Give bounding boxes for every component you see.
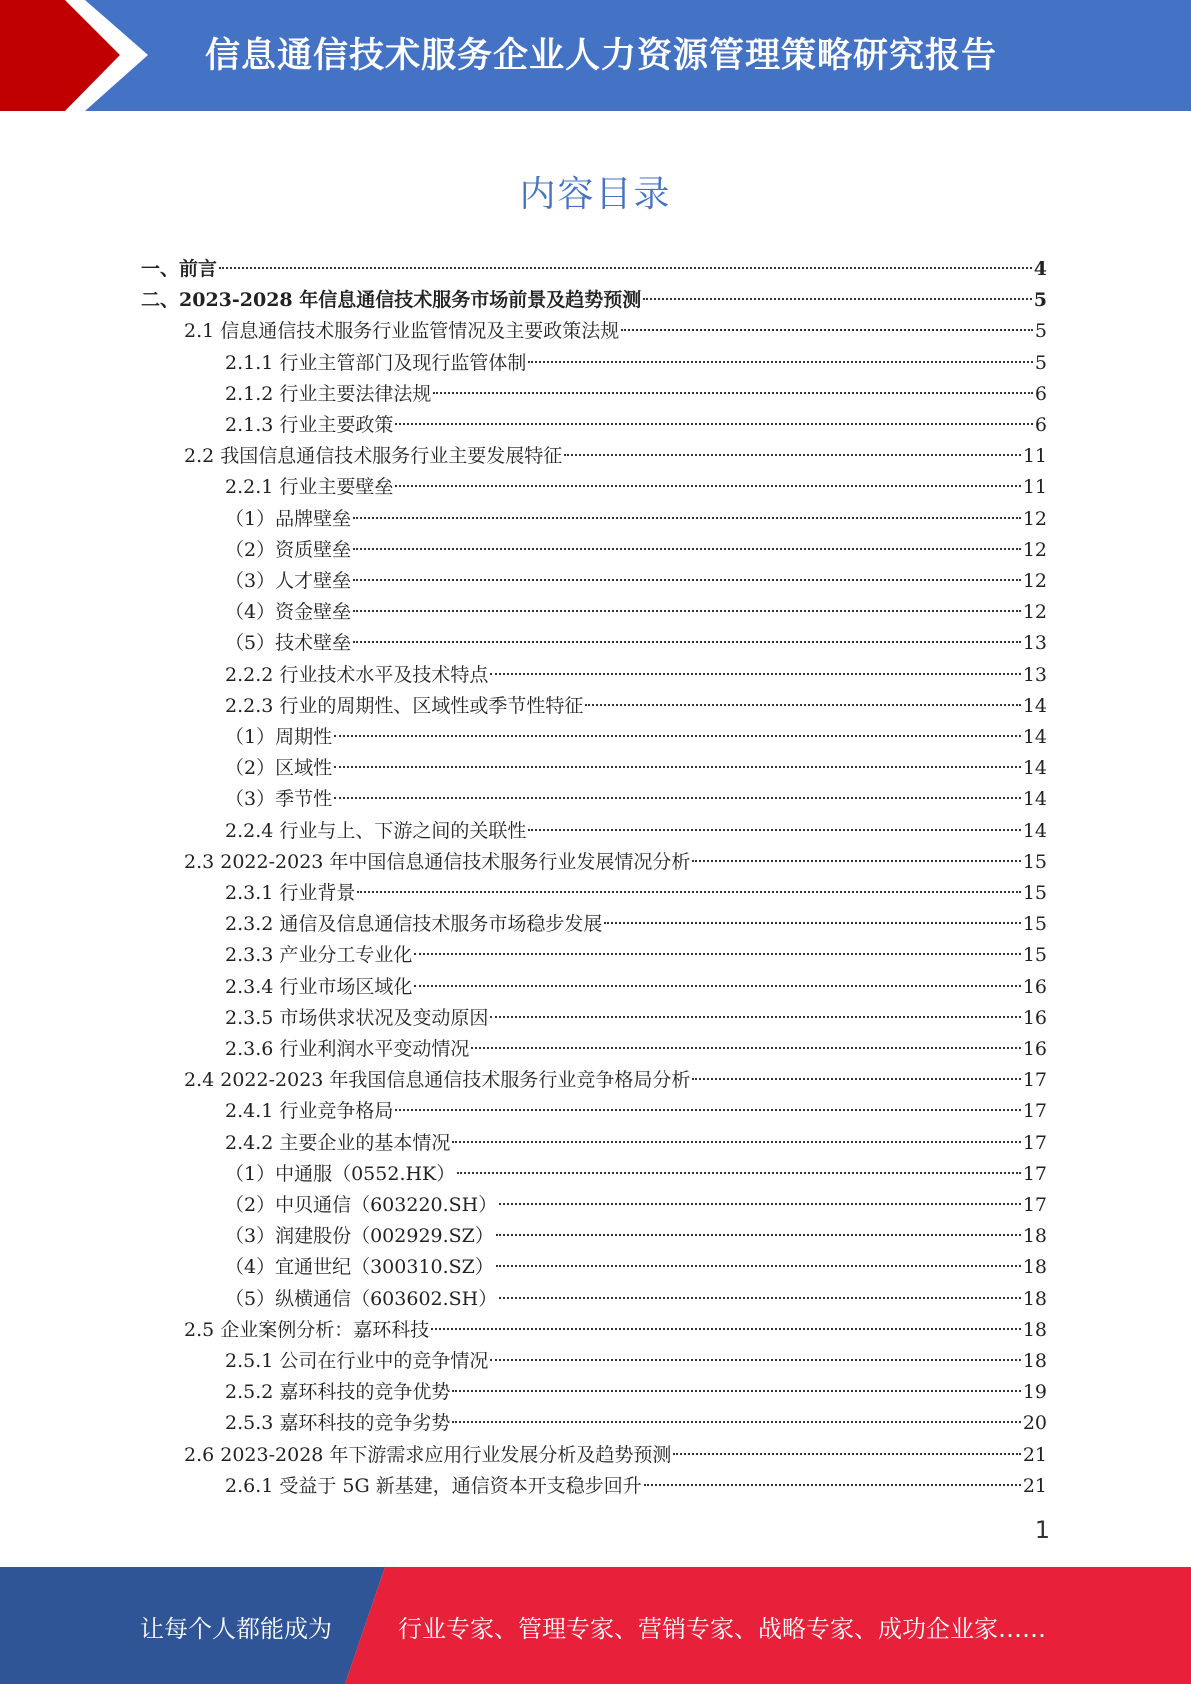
toc-entry[interactable]: [225, 660, 1047, 691]
toc-entry[interactable]: [225, 1221, 1047, 1252]
footer-slogan-right: 行业专家、管理专家、营销专家、战略专家、成功企业家……: [398, 1615, 1046, 1643]
footer-band: [0, 1567, 1191, 1684]
toc-entry[interactable]: [225, 1284, 1047, 1315]
toc-entry[interactable]: [225, 691, 1047, 722]
toc-entry-page: 17: [1022, 1069, 1047, 1092]
toc-entry-title: 2.1.1 行业主管部门及现行监管体制: [225, 351, 527, 374]
toc-entry-title: 2.5.2 嘉环科技的竞争优势: [225, 1381, 451, 1404]
toc-dot-leader: [395, 485, 1020, 487]
page-number: 1: [1034, 1516, 1050, 1544]
toc-dot-leader: [395, 423, 1033, 425]
toc-entry-page: 5: [1033, 289, 1047, 312]
toc-dot-leader: [395, 1109, 1020, 1111]
toc-entry-title: （3）润建股份（002929.SZ）: [225, 1225, 494, 1248]
toc-entry-title: （2）中贝通信（603220.SH）: [225, 1194, 498, 1216]
toc-entry-title: （4）资金壁垒: [225, 601, 352, 624]
toc-dot-leader: [692, 1078, 1020, 1080]
toc-entry-page: 13: [1022, 632, 1047, 655]
toc-entry-page: 15: [1022, 944, 1047, 967]
toc-entry[interactable]: [225, 1377, 1047, 1408]
toc-entry[interactable]: [225, 1346, 1047, 1377]
toc-entry-title: 2.1 信息通信技术服务行业监管情况及主要政策法规: [184, 320, 620, 343]
toc-entry-page: 21: [1022, 1474, 1047, 1497]
toc-entry-title: 2.2.2 行业技术水平及技术特点: [225, 663, 489, 686]
toc-entry-title: （5）技术壁垒: [225, 632, 352, 655]
toc-dot-leader: [414, 985, 1020, 987]
toc-dot-leader: [433, 392, 1033, 394]
toc-entry-title: 2.6 2023-2028 年下游需求应用行业发展分析及趋势预测: [184, 1443, 672, 1466]
toc-dot-leader: [644, 1484, 1021, 1486]
toc-dot-leader: [357, 891, 1020, 893]
toc-entry-title: 2.5.3 嘉环科技的竞争劣势: [225, 1412, 451, 1435]
toc-entry[interactable]: [225, 472, 1047, 503]
toc-entry-page: 18: [1022, 1256, 1047, 1279]
toc-entry-title: 2.2.4 行业与上、下游之间的关联性: [225, 819, 527, 842]
toc-entry-title: （3）人才壁垒: [225, 570, 352, 592]
toc-entry-title: 2.4.2 主要企业的基本情况: [225, 1131, 451, 1154]
toc-entry-page: 17: [1022, 1162, 1047, 1185]
toc-dot-leader: [692, 860, 1020, 862]
toc-entry-title: （4）宜通世纪（300310.SZ）: [225, 1256, 494, 1279]
toc-entry-title: 2.3.4 行业市场区域化: [225, 975, 413, 998]
toc-entry-title: （2）区域性: [225, 757, 333, 780]
toc-entry-page: 18: [1022, 1318, 1047, 1341]
toc-entry-title: （5）纵横通信（603602.SH）: [225, 1287, 498, 1310]
toc-entry-title: 2.3.2 通信及信息通信技术服务市场稳步发展: [225, 913, 603, 936]
header-chevron-decoration: [0, 0, 150, 111]
toc-entry[interactable]: [225, 816, 1047, 847]
toc-entry-title: （2）资质壁垒: [225, 538, 352, 561]
toc-entry[interactable]: [184, 441, 1047, 472]
toc-entry-title: 2.3 2022-2023 年中国信息通信技术服务行业发展情况分析: [184, 850, 691, 873]
toc-dot-leader: [334, 735, 1021, 737]
toc-dot-leader: [490, 673, 1020, 675]
toc-entry[interactable]: [141, 254, 1047, 285]
toc-entry-page: 16: [1022, 1038, 1047, 1060]
toc-dot-leader: [499, 1203, 1021, 1205]
toc-entry[interactable]: [184, 1440, 1047, 1471]
toc-entry-page: 18: [1022, 1350, 1047, 1372]
toc-dot-leader: [673, 1453, 1020, 1455]
toc-entry-page: 12: [1022, 538, 1047, 561]
toc-entry-page: 19: [1022, 1381, 1047, 1404]
toc-entry-title: 2.1.3 行业主要政策: [225, 414, 394, 436]
toc-entry-page: 13: [1022, 663, 1047, 686]
toc-entry[interactable]: [225, 504, 1047, 535]
toc-dot-leader: [496, 1265, 1021, 1267]
toc-dot-leader: [604, 922, 1020, 924]
toc-entry-page: 20: [1022, 1412, 1047, 1435]
toc-dot-leader: [431, 1328, 1021, 1330]
toc-dot-leader: [219, 267, 1032, 269]
toc-entry-title: （1）品牌壁垒: [225, 507, 352, 530]
toc-entry-page: 17: [1022, 1100, 1047, 1123]
toc-entry-page: 15: [1022, 913, 1047, 936]
toc-entry[interactable]: [225, 972, 1047, 1003]
toc-entry-page: 5: [1034, 351, 1047, 374]
toc-entry-page: 5: [1034, 320, 1047, 343]
toc-entry[interactable]: [225, 597, 1047, 628]
toc-entry-title: 2.2 我国信息通信技术服务行业主要发展特征: [184, 445, 563, 468]
toc-entry-title: 2.2.1 行业主要壁垒: [225, 476, 394, 499]
toc-dot-leader: [528, 829, 1020, 831]
toc-entry[interactable]: [225, 722, 1047, 753]
toc-entry[interactable]: [225, 1128, 1047, 1159]
toc-entry-page: 16: [1022, 1006, 1047, 1029]
toc-entry-page: 4: [1033, 258, 1047, 280]
toc-dot-leader: [334, 766, 1021, 768]
report-header-band: [0, 0, 1191, 111]
toc-entry-title: 2.1.2 行业主要法律法规: [225, 382, 432, 405]
toc-entry[interactable]: [225, 1003, 1047, 1034]
toc-dot-leader: [499, 1297, 1021, 1299]
toc-entry-page: 6: [1034, 382, 1047, 405]
toc-entry[interactable]: [184, 1065, 1047, 1096]
toc-entry-title: 2.6.1 受益于 5G 新基建，通信资本开支稳步回升: [225, 1474, 642, 1497]
toc-dot-leader: [452, 1141, 1020, 1143]
toc-entry[interactable]: [225, 1159, 1047, 1190]
toc-dot-leader: [585, 704, 1020, 706]
toc-dot-leader: [528, 361, 1033, 363]
toc-dot-leader: [452, 1390, 1020, 1392]
report-title: 信息通信技术服务企业人力资源管理策略研究报告: [205, 36, 998, 76]
toc-entry[interactable]: [184, 1315, 1047, 1346]
toc-dot-leader: [353, 641, 1021, 643]
toc-entry[interactable]: [184, 847, 1047, 878]
toc-entry-title: 2.2.3 行业的周期性、区域性或季节性特征: [225, 694, 584, 717]
toc-dot-leader: [490, 1016, 1020, 1018]
toc-dot-leader: [564, 454, 1021, 456]
toc-entry-page: 17: [1022, 1131, 1047, 1154]
toc-entry[interactable]: [225, 1034, 1047, 1065]
toc-entry-page: 16: [1022, 975, 1047, 998]
toc-entry-title: 二、2023-2028 年信息通信技术服务市场前景及趋势预测: [141, 289, 642, 312]
toc-entry-page: 14: [1022, 694, 1047, 717]
toc-dot-leader: [353, 579, 1021, 581]
toc-entry-title: 2.3.6 行业利润水平变动情况: [225, 1038, 470, 1060]
toc-entry[interactable]: [225, 909, 1047, 940]
toc-dot-leader: [471, 1047, 1020, 1049]
toc-entry-page: 12: [1022, 570, 1047, 592]
toc-entry-page: 6: [1034, 414, 1047, 436]
toc-entry-page: 18: [1022, 1287, 1047, 1310]
toc-entry-page: 15: [1022, 882, 1047, 904]
toc-entry-title: 2.3.1 行业背景: [225, 882, 356, 904]
toc-entry-page: 18: [1022, 1225, 1047, 1248]
toc-entry-page: 14: [1022, 726, 1047, 748]
toc-entry-title: 2.4.1 行业竞争格局: [225, 1100, 394, 1123]
toc-dot-leader: [353, 548, 1021, 550]
toc-entry[interactable]: [225, 753, 1047, 784]
toc-entry[interactable]: [225, 535, 1047, 566]
toc-entry[interactable]: [184, 316, 1047, 347]
toc-entry-page: 11: [1022, 476, 1047, 499]
toc-dot-leader: [414, 953, 1020, 955]
toc-entry-page: 14: [1022, 757, 1047, 780]
toc-entry[interactable]: [225, 940, 1047, 971]
toc-dot-leader: [457, 1172, 1021, 1174]
toc-entry[interactable]: [225, 628, 1047, 659]
toc-entry-title: （1）中通服（0552.HK）: [225, 1162, 456, 1185]
toc-entry-page: 14: [1022, 788, 1047, 811]
toc-entry-page: 12: [1022, 507, 1047, 530]
footer-slogan-left: 让每个人都能成为: [140, 1615, 332, 1643]
toc-dot-leader: [496, 1234, 1021, 1236]
toc-dot-leader: [490, 1359, 1020, 1361]
toc-dot-leader: [353, 610, 1021, 612]
toc-entry-page: 17: [1022, 1194, 1047, 1216]
toc-entry-title: 2.4 2022-2023 年我国信息通信技术服务行业竞争格局分析: [184, 1069, 691, 1092]
toc-entry[interactable]: [225, 784, 1047, 815]
toc-entry-title: 2.3.3 产业分工专业化: [225, 944, 413, 967]
toc-entry-page: 15: [1022, 850, 1047, 873]
toc-entry-title: （1）周期性: [225, 726, 333, 748]
toc-entry[interactable]: [225, 410, 1047, 441]
toc-entry-title: 2.5 企业案例分析：嘉环科技: [184, 1318, 430, 1341]
toc-entry[interactable]: [225, 1096, 1047, 1127]
toc-dot-leader: [621, 329, 1033, 331]
toc-entry[interactable]: [141, 285, 1047, 316]
toc-entry[interactable]: [225, 878, 1047, 909]
toc-dot-leader: [452, 1421, 1020, 1423]
toc-entry-page: 21: [1022, 1443, 1047, 1466]
toc-entry[interactable]: [225, 1471, 1047, 1502]
toc-entry[interactable]: [225, 566, 1047, 597]
toc-entry[interactable]: [225, 379, 1047, 410]
toc-entry[interactable]: [225, 1190, 1047, 1221]
toc-entry-page: 14: [1022, 819, 1047, 842]
toc-entry-title: 一、前言: [141, 258, 218, 280]
toc-dot-leader: [334, 797, 1021, 799]
toc-entry-title: 2.3.5 市场供求状况及变动原因: [225, 1006, 489, 1029]
toc-dot-leader: [643, 298, 1032, 300]
toc-entry-page: 12: [1022, 601, 1047, 624]
toc-entry[interactable]: [225, 348, 1047, 379]
toc-entry[interactable]: [225, 1408, 1047, 1439]
toc-heading: 内容目录: [519, 174, 672, 215]
toc-entry[interactable]: [225, 1252, 1047, 1283]
toc-entry-title: 2.5.1 公司在行业中的竞争情况: [225, 1350, 489, 1372]
toc-dot-leader: [353, 517, 1021, 519]
toc-entry-page: 11: [1022, 445, 1047, 468]
toc-entry-title: （3）季节性: [225, 788, 333, 811]
